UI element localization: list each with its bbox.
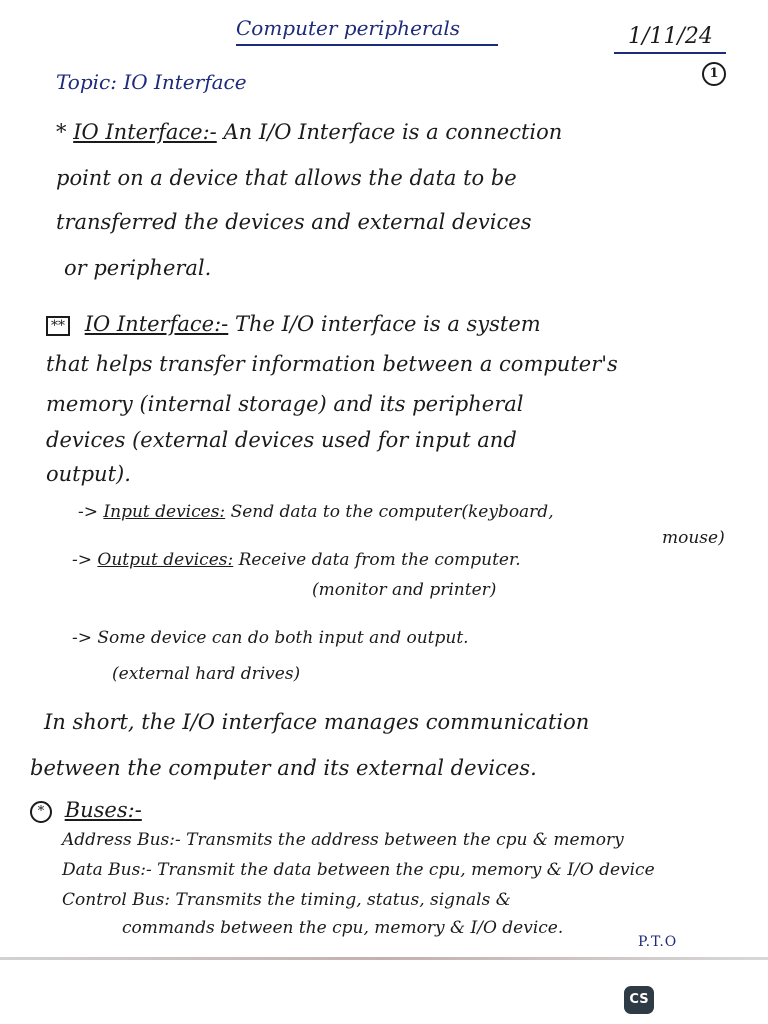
section1-heading: IO Interface:-	[73, 120, 217, 144]
section2-line4: devices (external devices used for input and	[46, 428, 517, 452]
bullet-both-cont: (external hard drives)	[112, 664, 301, 684]
bullet-output-cont: (monitor and printer)	[312, 580, 497, 600]
bullet-arrow: ->	[72, 628, 92, 648]
pto-label: P.T.O	[638, 934, 678, 950]
section2-line1	[46, 312, 541, 336]
bullet-output	[72, 550, 521, 570]
bullet-arrow: ->	[72, 550, 92, 570]
summary-line2: between the computer and its external devices.	[30, 756, 537, 780]
section2-line2: that helps transfer information between a computer's	[46, 352, 618, 376]
bullet-input	[78, 502, 554, 522]
bullet-input-cont: mouse)	[662, 528, 725, 548]
section1-line2: point on a device that allows the data to be	[56, 166, 517, 190]
buses-heading-line	[30, 798, 142, 823]
bus-address: Address Bus:- Transmits the address between the cpu & memory	[62, 830, 624, 850]
bullet-label: Output devices:	[97, 550, 234, 570]
date-underline	[614, 52, 726, 54]
page-bottom-edge	[0, 957, 768, 960]
bus-control: Control Bus: Transmits the timing, status, signals &	[62, 890, 511, 910]
section2-line5: output).	[46, 462, 131, 486]
buses-heading: Buses:-	[64, 798, 142, 822]
section2-line3: memory (internal storage) and its peripheral	[46, 392, 524, 416]
bullet-arrow: ->	[78, 502, 98, 522]
bullet-text: Some device can do both input and output.	[97, 628, 469, 648]
section1-line3: transferred the devices and external devices	[56, 210, 532, 234]
title-underline	[236, 44, 498, 46]
section2-text-1: The I/O interface is a system	[234, 312, 541, 336]
bus-data: Data Bus:- Transmit the data between the cpu, memory & I/O device	[62, 860, 655, 880]
bullet-text: Receive data from the computer.	[238, 550, 521, 570]
topic-heading: Topic: IO Interface	[56, 70, 247, 94]
bullet-both	[72, 628, 469, 648]
camscanner-logo-icon: CS	[624, 986, 654, 1014]
section1-line1	[56, 120, 562, 144]
section1-marker: *	[56, 120, 67, 144]
page-number: 1	[702, 62, 726, 86]
summary-line1: In short, the I/O interface manages communication	[44, 710, 590, 734]
date-label: 1/11/24	[628, 24, 713, 49]
bus-control-cont: commands between the cpu, memory & I/O device.	[122, 918, 564, 938]
bullet-text: Send data to the computer(keyboard,	[230, 502, 554, 522]
buses-marker: *	[30, 801, 52, 823]
section2-heading: IO Interface:-	[84, 312, 229, 336]
section1-line4: or peripheral.	[64, 256, 212, 280]
section1-text-1: An I/O Interface is a connection	[223, 120, 563, 144]
bullet-label: Input devices:	[103, 502, 226, 522]
page-title: Computer peripherals	[236, 16, 461, 40]
section2-marker: **	[46, 316, 70, 336]
